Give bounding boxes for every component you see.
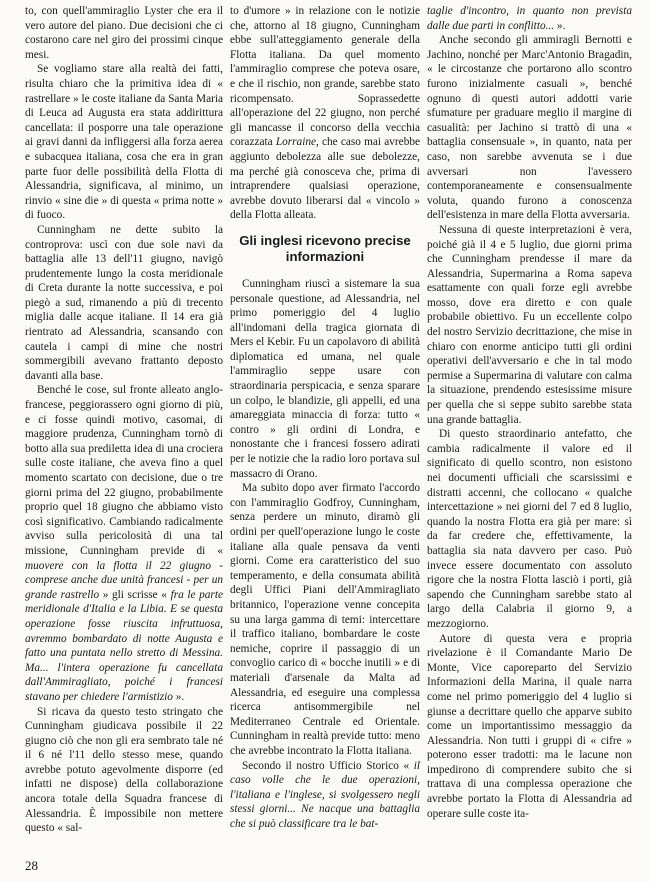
paragraph: Si ricava da questo testo stringato che Cunningham giudicava possibile il 22 giugno ciò che non gli era sembrato tale né il 6 né l'11 dello stesso mese, quando avrebbe potuto agevolmente disporre (ed infatti ne dispose) della collaborazione ancora totale della Squadra francese di Alessandria. È impossibile non mettere questo « sal-	[25, 705, 223, 835]
paragraph: Se vogliamo stare alla realtà dei fatti, risulta chiaro che la primitiva idea di « rastrellare » le coste italiane da Santa Maria di Leuca ad Augusta era stata addirittura cancellata: il posporre una tale operazione ai gravi danni da infliggersi alla forza aerea e subacquea italiana, cosa che era in gran parte fuor delle possibilità della Flotta di Alessandria, significava, al minimo, un rinvio « sine die » di questa « prima notte » di fuoco.	[25, 63, 223, 222]
paragraph: Ma subito dopo aver firmato l'accordo con l'ammiraglio Godfroy, Cunningham, senza perdere un minuto, diramò gli ordini per quell'operazione lungo le coste italiane alla quale pensava da venti giorni. Come era caratteristico del suo temperamento, e della consumata abilità degli Uffici Piani dell'Ammiragliato britannico, l'operazione venne concepita su una larga gamma di temi: intercettare il traffico italiano, bombardare le coste nemiche, coprire il passaggio di un convoglio carico di « bocche inutili » e di materiali d'arsenale da Malta ad Alessandria, ed eseguire una complessa ricerca antisommergibile nel Mediterraneo Centrale ed Orientale. Cunningham in realtà previde tutto: meno che avrebbe incontrato la Flotta italiana.	[230, 482, 420, 757]
text-run: Secondo il nostro Ufficio Storico «	[242, 759, 414, 772]
paragraph	[230, 759, 420, 832]
paragraph	[427, 4, 632, 33]
paragraph: Di questo straordinario antefatto, che cambia radicalmente il valore ed il significato di quello scontro, non esistono nei documenti ufficiali che scarsissimi e distratti accenni, che collocano « qualche intercettazione » nei giorni del 7 ed 8 luglio, quando la nostra Flotta era già per mare: sì da far credere che, effettivamente, la battaglia sia nata davvero per caso. Può invece essere documentato con assoluto rigore che la nostra Flotta lasciò i porti, già sapendo che Cunningham sarebbe stato al largo della Calabria il giorno 9, a mezzogiorno.	[427, 428, 632, 630]
paragraph: Cunningham riuscì a sistemare la sua personale questione, ad Alessandria, nel primo pomeriggio del 4 luglio all'indomani della tragica giornata di Mers el Kebir. Fu un capolavoro di abilità diplomatica ed umana, nel quale l'ammiraglio seppe usare con straordinaria perspicacia, e senza sparare un colpo, le blandizie, gli appelli, ed una amareggiata minaccia di forza: tutto « contro » gli ordini di Londra, e nonostante che i francesi fossero adirati per le notizie che la radio loro portava sul massacro di Orano.	[230, 277, 420, 480]
italic-ship-name: Lorraine	[275, 136, 317, 149]
text-run: ».	[554, 19, 566, 32]
text-run: Benché le cose, sul fronte alleato anglo-francese, peggiorassero ogni giorno di più, e ci fosse quindi motivo, casomai, di maggiore prudenza, Cunningham tornò di botto alla sua prediletta idea di una crociera sulle coste italiane, che aveva fino a quel momento scartato con decisione, due o tre giorni prima del 22 giugno, probabilmente proprio quel 18 giugno che abbiamo visto così significativo. Cambiando radicalmente avviso sulla pericolosità di una tal missione, Cunningham previde di «	[25, 384, 223, 557]
text-column-middle	[230, 4, 420, 854]
paragraph	[25, 383, 223, 704]
text-run: , che caso mai avrebbe aggiunto debolezza alle sue debolezze, ma perché già conosceva che, prima di intraprendere qualsiasi operazione, avrebbe dovuto liberarsi dal « vincolo » della Flotta alleata.	[230, 136, 420, 222]
page-number: 28	[25, 858, 38, 873]
text-run: to d'umore » in relazione con le notizie che, attorno al 18 giugno, Cunningham ebbe sull'atteggiamento generale della Flotta italiana. Da quel momento l'ammiraglio comprese che poteva osare, e che il rischio, non grande, sarebbe stato ricompensato. Soprassedette all'operazione del 22 giugno, non perché gli mancasse il concorso della vecchia corazzata	[230, 5, 420, 149]
text-column-left	[25, 4, 223, 854]
text-run: ».	[172, 690, 185, 703]
italic-quote: il caso volle che le due operazioni, l'italiana e l'inglese, si svolgessero negli stessi giorni... Ne nacque una battaglia che si può classificare tra le bat-	[230, 759, 420, 830]
text-column-right	[427, 4, 632, 854]
text-run: » gli scrisse «	[99, 588, 171, 601]
paragraph	[230, 4, 420, 223]
paragraph: Nessuna di queste interpretazioni è vera, poiché già il 4 e 5 luglio, due giorni prima che Cunningham prendesse il mare da Alessandria, Supermarina a Roma sapeva esattamente con quali forze egli avrebbe mosso, dove era diretto e con quale probabile obiettivo. Fu un eccellente colpo del nostro Servizio decrittazione, che mise in chiaro con enorme anticipo tutti gli ordini operativi dell'avversario e che in tal modo permise a Supermarina di valutare con calma la situazione, prendendo estesissime misure per quella che si seppe subito sarebbe stata una grande battaglia.	[427, 223, 632, 426]
paragraph: Anche secondo gli ammiragli Bernotti e Jachino, nonché per Marc'Antonio Bragadin, « le circostanze che portarono allo scontro furono inizialmente casuali », benché ognuno di questi autori addotti varie sfumature per graduare meglio il margine di casualità: per Jachino si trattò di una « battaglia consensuale », in quanto, nata per caso, non sarebbe avvenuta se i due avversari non l'avessero contemporaneamente e consensualmente voluta, quando furono a conoscenza dell'esistenza in mare della Flotta avversaria.	[427, 34, 632, 222]
section-subheading: Gli inglesi ricevono precise informazioni	[239, 232, 411, 264]
italic-quote: fra le parte meridionale d'Italia e la Libia. E se questa operazione fosse riuscita infruttuosa, avremmo bombardato di notte Augusta e fatto una puntata nello stretto di Messina. Ma... l'intera operazione fu cancellata dall'Ammiragliato, poiché i francesi stavano per chiedere l'armistizio	[25, 588, 223, 703]
italic-quote: taglie d'incontro, in quanto non prevista dalle due parti in conflitto...	[427, 5, 632, 32]
paragraph: Cunningham ne dette subito la controprova: uscì con due sole navi da battaglia alle 13 dell'11 giugno, navigò prudentemente lungo la costa meridionale di Creta durante la notte successiva, e poi piegò a sud, rimanendo a più di trecento miglia dalle acque italiane. Il 14 era già rientrato ad Alessandria, scansando con cautela i campi di mine che nostri sommergibili avevano frattanto deposto davanti alla base.	[25, 223, 223, 382]
italic-quote: muovere con la flotta il 22 giugno - comprese anche due unità francesi - per un grande rastrello	[25, 559, 223, 601]
paragraph: Autore di questa vera e propria rivelazione è il Comandante Mario De Monte, Vice caporeparto del Servizio Informazioni della Marina, il quale narra come nel primo pomeriggio del 4 luglio si giunse a decrittare quello che apparve subito come un importantissimo messaggio da Alessandria. Non tutti i gruppi di « cifre » poterono esser tradotti: ma le lacune non impedirono di comprendere subito che si trattava di una complessa operazione che avrebbe portato la Flotta di Alessandria ad operare sulle coste ita-	[427, 632, 632, 820]
paragraph: to, con quell'ammiraglio Lyster che era il vero autore del piano. Due decisioni che ci costarono care nel giro dei prossimi cinque mesi.	[25, 5, 223, 61]
